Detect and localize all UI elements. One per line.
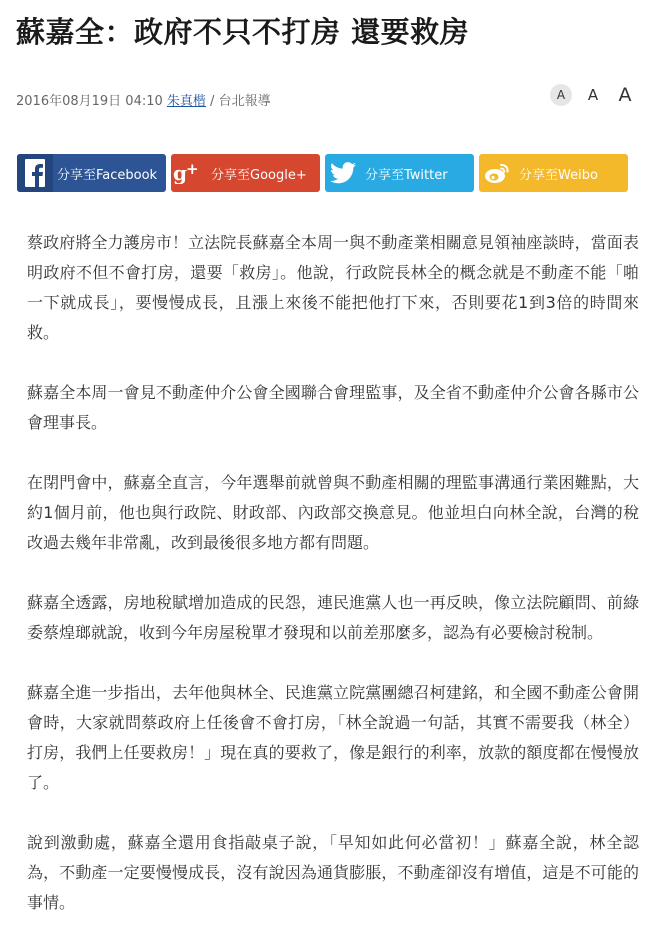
- share-bar: [17, 154, 628, 192]
- report-location: 台北報導: [218, 94, 271, 109]
- article-paragraph: 在閉門會中，蘇嘉全直言，今年選舉前就曾與不動產相關的理監事溝通行業困難點，大約1個月前，他也與行政院、財政部、內政部交換意見。他並坦白向林全說，台灣的稅改過去幾年非常亂，改到最後很多地方都有問題。: [27, 473, 639, 552]
- article-paragraph: 說到激動處，蘇嘉全還用食指敲桌子說，「早知如此何必當初！」蘇嘉全說，林全認為，不動產一定要慢慢成長，沒有說因為通貨膨脹，不動產卻沒有增值，這是不可能的事情。: [27, 833, 639, 912]
- share-google-plus-label: 分享至Google+: [211, 167, 307, 183]
- author-link[interactable]: 朱真楷: [166, 94, 206, 109]
- share-facebook-label: 分享至Facebook: [57, 167, 158, 183]
- weibo-icon: [479, 154, 515, 192]
- share-twitter-button[interactable]: [325, 154, 474, 192]
- publish-date: 2016年08月19日 04:10: [16, 94, 163, 109]
- font-size-large-button[interactable]: A: [618, 84, 632, 106]
- article-paragraph: 蘇嘉全本周一會見不動產仲介公會全國聯合會理監事，及全省不動產仲介公會各縣市公會理事長。: [27, 383, 639, 432]
- font-size-medium-button[interactable]: A: [587, 86, 599, 104]
- google-plus-icon: [171, 154, 207, 192]
- share-google-plus-button[interactable]: [171, 154, 320, 192]
- font-size-controls: [550, 84, 636, 106]
- article-paragraph: 蔡政府將全力護房市！立法院長蘇嘉全本周一與不動產業相關意見領袖座談時，當面表明政府不但不會打房，還要「救房」。他說，行政院長林全的概念就是不動產不能「啪一下就成長」，要慢慢成長，且漲上來後不能把他打下來，否則要花1到3倍的時間來救。: [27, 233, 639, 342]
- twitter-icon: [325, 154, 361, 192]
- article-body: [27, 228, 639, 947]
- svg-text:g: g: [173, 162, 187, 184]
- svg-text:+: +: [186, 162, 199, 178]
- facebook-icon: [17, 154, 53, 192]
- font-size-small-button[interactable]: A: [550, 84, 572, 106]
- share-weibo-label: 分享至Weibo: [519, 167, 598, 183]
- article-title: 蘇嘉全：政府不只不打房 還要救房: [16, 15, 470, 49]
- share-twitter-label: 分享至Twitter: [365, 167, 448, 183]
- share-weibo-button[interactable]: [479, 154, 628, 192]
- article-meta: [16, 90, 271, 109]
- article-paragraph: 蘇嘉全透露，房地稅賦增加造成的民怨，連民進黨人也一再反映，像立法院顧問、前綠委蔡煌瑯就說，收到今年房屋稅單才發現和以前差那麼多，認為有必要檢討稅制。: [27, 593, 639, 642]
- share-facebook-button[interactable]: [17, 154, 166, 192]
- meta-separator: /: [205, 94, 219, 109]
- article-paragraph: 蘇嘉全進一步指出，去年他與林全、民進黨立院黨團總召柯建銘，和全國不動產公會開會時，大家就問蔡政府上任後會不會打房，「林全說過一句話，其實不需要我（林全）打房，我們上任要救房！」現在真的要救了，像是銀行的利率，放款的額度都在慢慢放了。: [27, 683, 639, 792]
